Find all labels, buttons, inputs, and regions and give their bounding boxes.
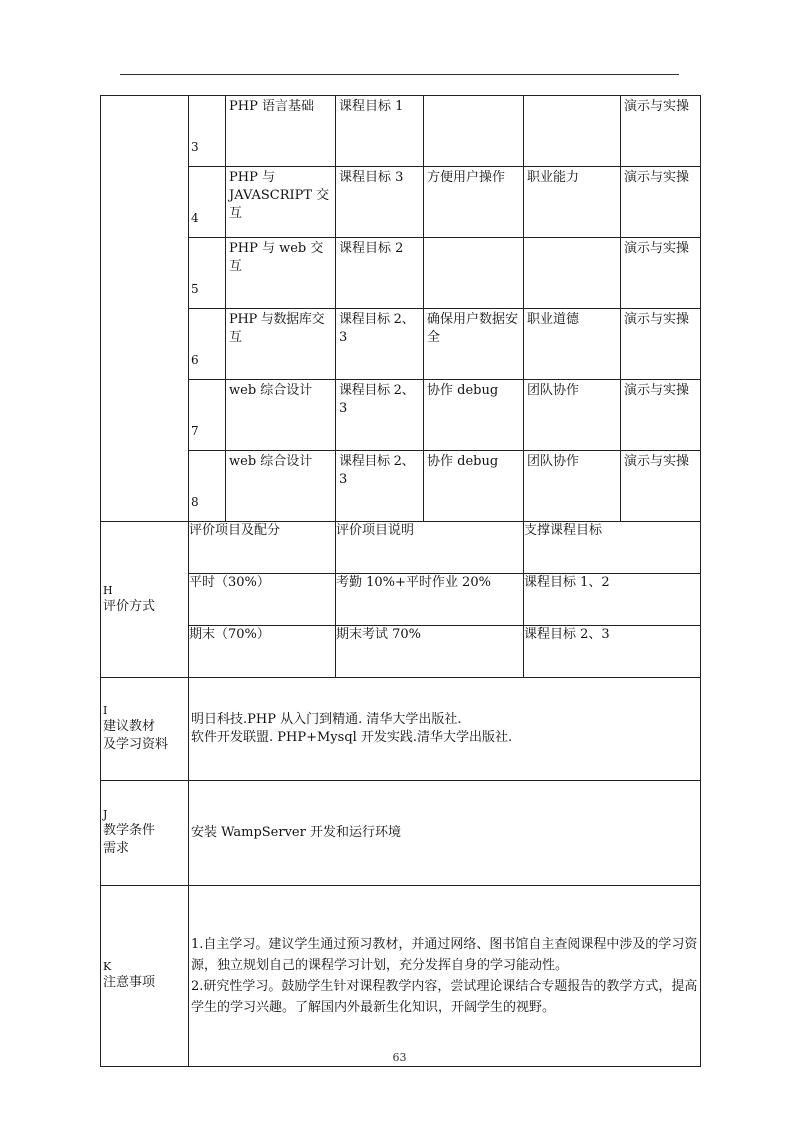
ideology-cell: 确保用户数据安全 — [424, 309, 524, 380]
assessment-label — [101, 522, 189, 678]
assessment-item: 期末（70%） — [189, 626, 336, 678]
method-cell: 演示与实操 — [621, 167, 701, 238]
method-cell: 演示与实操 — [621, 238, 701, 309]
notes-label — [101, 886, 189, 1067]
empty-label-cell — [101, 96, 189, 522]
goal-cell: 课程目标 3 — [336, 167, 424, 238]
table-row — [101, 451, 701, 522]
material-line: 明日科技.PHP 从入门到精通. 清华大学出版社. — [191, 712, 462, 727]
section-label: 评价方式 — [103, 598, 156, 614]
row-number: 7 — [189, 380, 226, 451]
content-cell: PHP 与 JAVASCRIPT 交互 — [226, 167, 336, 238]
content-cell: web 综合设计 — [226, 451, 336, 522]
section-label: 注意事项 — [103, 975, 156, 990]
ideology-cell: 协作 debug — [424, 451, 524, 522]
section-letter: J — [103, 808, 108, 821]
ability-cell — [524, 238, 621, 309]
assessment-header-desc: 评价项目说明 — [336, 522, 524, 574]
assessment-desc: 期末考试 70% — [336, 626, 524, 678]
notes-row — [101, 886, 701, 1067]
content-cell: web 综合设计 — [226, 380, 336, 451]
content-cell: PHP 与 web 交互 — [226, 238, 336, 309]
method-cell: 演示与实操 — [621, 380, 701, 451]
assessment-row — [101, 626, 701, 678]
goal-cell: 课程目标 2 — [336, 238, 424, 309]
assessment-goal: 课程目标 2、3 — [524, 626, 701, 678]
conditions-row — [101, 781, 701, 886]
goal-cell: 课程目标 2、3 — [336, 451, 424, 522]
content-cell: PHP 与数据库交互 — [226, 309, 336, 380]
section-label-line1: 教学条件 — [103, 823, 156, 838]
ideology-cell — [424, 238, 524, 309]
ideology-cell: 方便用户操作 — [424, 167, 524, 238]
evaluation-rows — [101, 96, 701, 522]
method-cell: 演示与实操 — [621, 451, 701, 522]
conditions-content: 安装 WampServer 开发和运行环境 — [189, 781, 701, 886]
row-number: 3 — [189, 96, 226, 167]
ability-cell: 职业道德 — [524, 309, 621, 380]
course-table — [100, 95, 701, 522]
table-row — [101, 167, 701, 238]
assessment-goal: 课程目标 1、2 — [524, 574, 701, 626]
section-label-line2: 及学习资料 — [103, 737, 169, 752]
row-number: 5 — [189, 238, 226, 309]
table-row — [101, 238, 701, 309]
ability-cell: 团队协作 — [524, 451, 621, 522]
content-cell: PHP 语言基础 — [226, 96, 336, 167]
material-line: 软件开发联盟. PHP+Mysql 开发实践.清华大学出版社. — [191, 730, 513, 745]
assessment-item: 平时（30%） — [189, 574, 336, 626]
goal-cell: 课程目标 2、3 — [336, 380, 424, 451]
ability-cell — [524, 96, 621, 167]
row-number: 6 — [189, 309, 226, 380]
table-row — [101, 309, 701, 380]
section-letter: I — [103, 704, 108, 717]
ideology-cell: 协作 debug — [424, 380, 524, 451]
assessment-header-row — [101, 522, 701, 574]
header-rule — [120, 74, 679, 75]
assessment-header-goal: 支撑课程目标 — [524, 522, 701, 574]
ability-cell: 职业能力 — [524, 167, 621, 238]
ideology-cell — [424, 96, 524, 167]
table-row — [101, 96, 701, 167]
lower-table — [100, 521, 701, 1067]
row-number: 4 — [189, 167, 226, 238]
method-cell: 演示与实操 — [621, 96, 701, 167]
row-number: 8 — [189, 451, 226, 522]
method-cell: 演示与实操 — [621, 309, 701, 380]
assessment-row — [101, 574, 701, 626]
section-label-line2: 需求 — [103, 841, 130, 856]
materials-content — [189, 678, 701, 781]
assessment-header-item: 评价项目及配分 — [189, 522, 336, 574]
table-row — [101, 380, 701, 451]
section-letter: K — [103, 960, 112, 973]
notes-content: 1.自主学习。建议学生通过预习教材，并通过网络、图书馆自主查阅课程中涉及的学习资源，独立规划自己的课程学习计划，充分发挥自身的学习能动性。 2.研究性学习。鼓励学生针对课程教学内容，尝试理论课结合专题报告的教学方式，提高学生的学习兴趣。了解国内外最新生化知识，开阔学生的视野。 — [189, 886, 701, 1067]
materials-row — [101, 678, 701, 781]
section-letter: H — [103, 583, 113, 597]
ability-cell: 团队协作 — [524, 380, 621, 451]
goal-cell: 课程目标 1 — [336, 96, 424, 167]
page-number: 63 — [392, 1051, 407, 1064]
section-label-line1: 建议教材 — [103, 719, 156, 734]
conditions-label — [101, 781, 189, 886]
materials-label — [101, 678, 189, 781]
goal-cell: 课程目标 2、3 — [336, 309, 424, 380]
assessment-desc: 考勤 10%+平时作业 20% — [336, 574, 524, 626]
